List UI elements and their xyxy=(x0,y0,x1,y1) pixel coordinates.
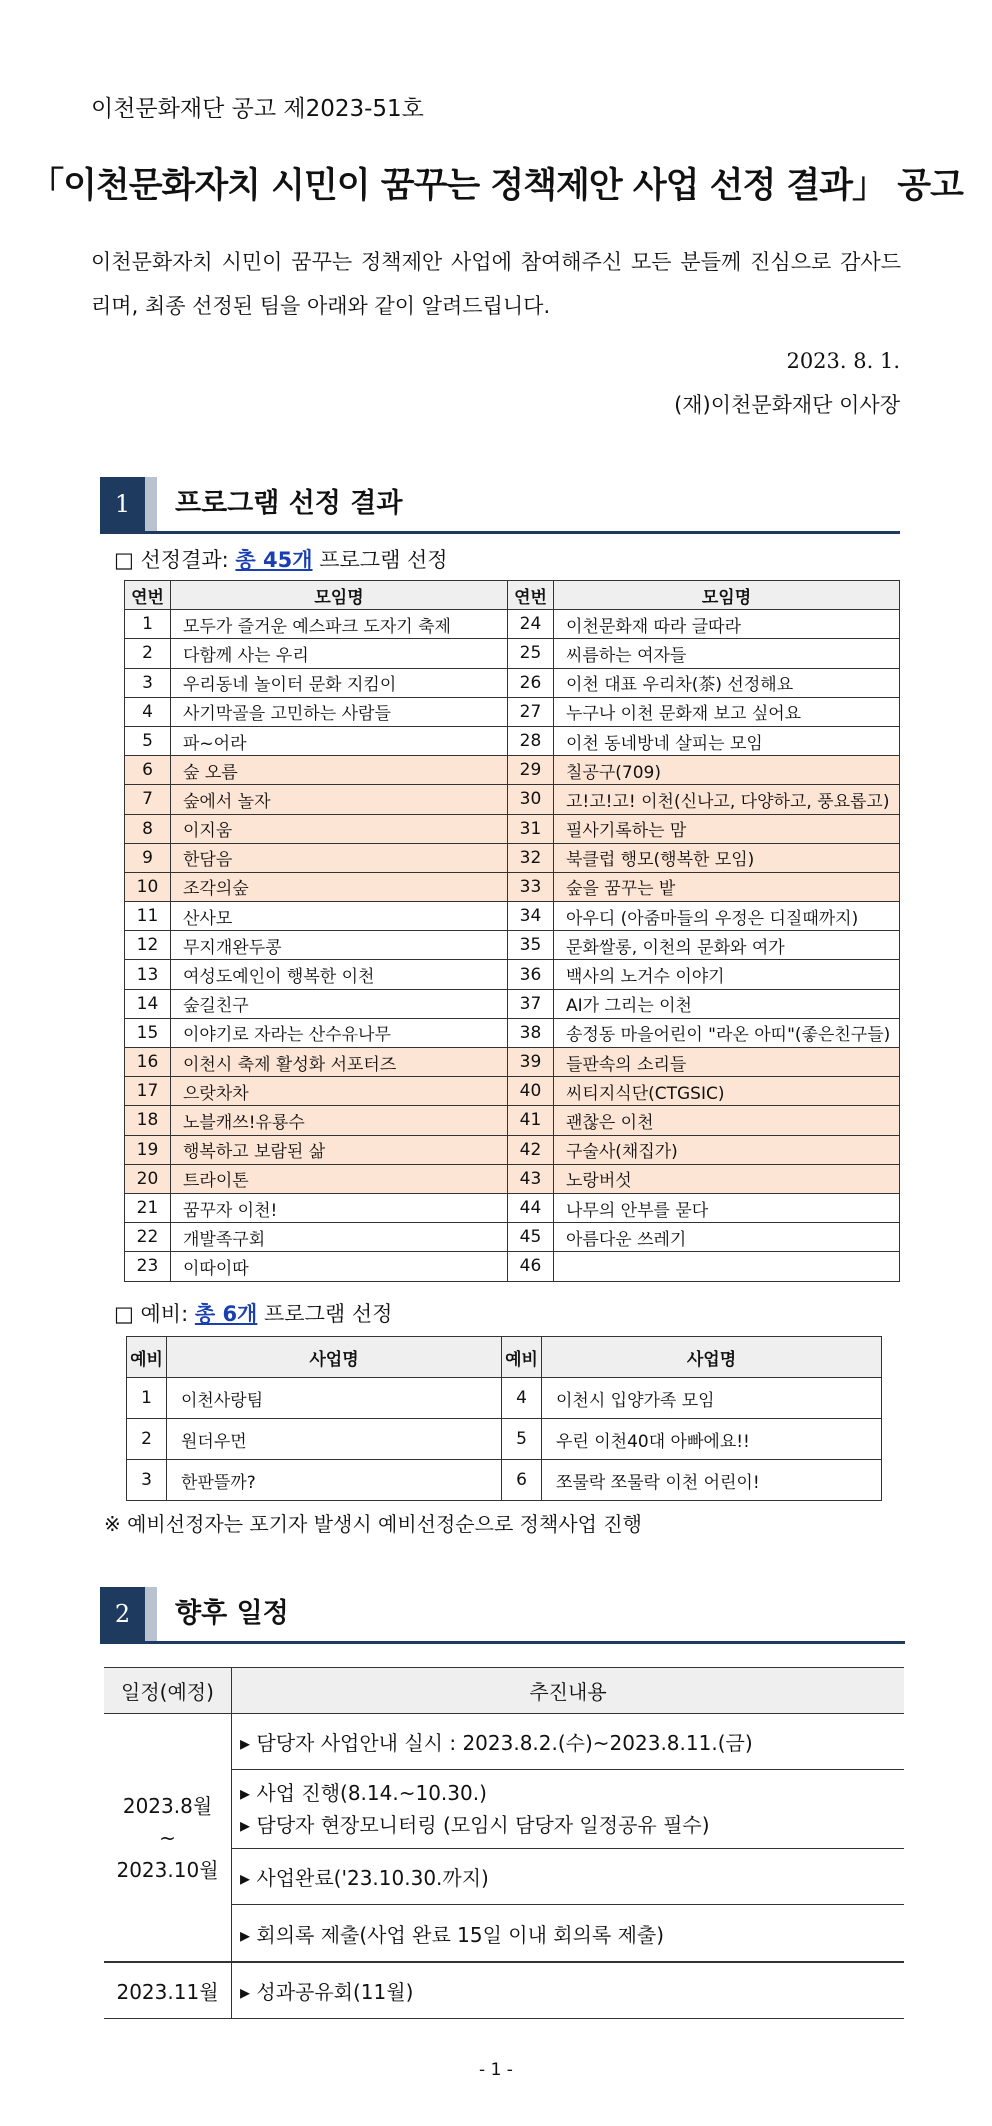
program-no: 21 xyxy=(125,1193,171,1222)
intro-paragraph: 이천문화자치 시민이 꿈꾸는 정책제안 사업에 참여해주신 모든 분들께 진심으로 감사드리며, 최종 선정된 팀을 아래와 같이 알려드립니다. xyxy=(91,250,901,318)
program-no: 4 xyxy=(125,697,171,726)
program-no: 3 xyxy=(125,668,171,697)
program-name: 무지개완두콩 xyxy=(171,931,508,960)
program-name: 사기막골을 고민하는 사람들 xyxy=(171,697,508,726)
program-name: 이천시 축제 활성화 서포터즈 xyxy=(171,1048,508,1077)
program-no: 32 xyxy=(508,843,554,872)
reserve-no: 3 xyxy=(127,1460,167,1501)
program-no: 17 xyxy=(125,1077,171,1106)
program-no: 35 xyxy=(508,931,554,960)
program-name: 이천 대표 우리차(茶) 선정해요 xyxy=(554,668,900,697)
reserve-programs-table xyxy=(126,1336,882,1501)
table-row xyxy=(125,1106,900,1135)
program-no: 13 xyxy=(125,960,171,989)
program-name: 누구나 이천 문화재 보고 싶어요 xyxy=(554,697,900,726)
table-row xyxy=(125,902,900,931)
program-no: 5 xyxy=(125,726,171,755)
program-name: 여성도예인이 행복한 이천 xyxy=(171,960,508,989)
program-no: 44 xyxy=(508,1193,554,1222)
table-row xyxy=(125,668,900,697)
program-name: 이지움 xyxy=(171,814,508,843)
program-no: 37 xyxy=(508,989,554,1018)
program-name: 한담음 xyxy=(171,843,508,872)
program-no: 45 xyxy=(508,1223,554,1252)
program-no: 41 xyxy=(508,1106,554,1135)
period-start: 2023.8월 xyxy=(122,1793,213,1818)
reserve-summary-suffix: 프로그램 선정 xyxy=(257,1302,393,1326)
table-row xyxy=(125,931,900,960)
table-row xyxy=(125,756,900,785)
program-name: 으랏차차 xyxy=(171,1077,508,1106)
program-no: 25 xyxy=(508,639,554,668)
program-name: 조각의숲 xyxy=(171,872,508,901)
table-row xyxy=(125,1252,900,1281)
program-name: 구술사(채집가) xyxy=(554,1135,900,1164)
reserve-name: 우린 이천40대 아빠에요!! xyxy=(542,1419,882,1460)
program-name: 우리동네 놀이터 문화 지킴이 xyxy=(171,668,508,697)
period-end: 2023.10월 xyxy=(116,1857,219,1882)
program-no: 1 xyxy=(125,610,171,639)
program-name: 씨름하는 여자들 xyxy=(554,639,900,668)
program-no: 42 xyxy=(508,1135,554,1164)
schedule-period-main xyxy=(104,1714,232,1963)
program-no: 43 xyxy=(508,1164,554,1193)
program-name: 개발족구회 xyxy=(171,1223,508,1252)
program-name: 나무의 안부를 묻다 xyxy=(554,1193,900,1222)
selection-summary-suffix: 프로그램 선정 xyxy=(312,548,448,572)
program-name: 아름다운 쓰레기 xyxy=(554,1223,900,1252)
selection-summary-prefix: □ 선정결과: xyxy=(114,548,236,572)
program-no: 27 xyxy=(508,697,554,726)
period-tilde: ~ xyxy=(159,1825,176,1850)
table-row xyxy=(125,1048,900,1077)
program-name: AI가 그리는 이천 xyxy=(554,989,900,1018)
section-1-accent-bar xyxy=(145,477,157,531)
program-no: 6 xyxy=(125,756,171,785)
reserve-no: 4 xyxy=(502,1378,542,1419)
col-header-no: 연번 xyxy=(508,581,554,610)
program-name: 이천문화재 따라 글따라 xyxy=(554,610,900,639)
reserve-name: 쪼물락 쪼물락 이천 어린이! xyxy=(542,1460,882,1501)
program-name: 북클럽 행모(행복한 모임) xyxy=(554,843,900,872)
program-no: 7 xyxy=(125,785,171,814)
page-title: 「이천문화자치 시민이 꿈꾸는 정책제안 사업 선정 결과」 공고 xyxy=(29,166,963,206)
program-name: 숲 오름 xyxy=(171,756,508,785)
program-name: 모두가 즐거운 예스파크 도자기 축제 xyxy=(171,610,508,639)
schedule-period-last: 2023.11월 xyxy=(104,1962,232,2019)
schedule-item: ▸ 성과공유회(11월) xyxy=(232,1962,905,2019)
table-row xyxy=(125,610,900,639)
col-header-name: 모임명 xyxy=(554,581,900,610)
program-no: 8 xyxy=(125,814,171,843)
program-name xyxy=(554,1252,900,1281)
section-2-header xyxy=(100,1587,905,1644)
program-name: 문화쌀롱, 이천의 문화와 여가 xyxy=(554,931,900,960)
table-row xyxy=(125,639,900,668)
program-no: 19 xyxy=(125,1135,171,1164)
page-number: - 1 - xyxy=(479,2060,513,2080)
schedule-table xyxy=(104,1667,904,2019)
program-no: 11 xyxy=(125,902,171,931)
reserve-summary xyxy=(114,1298,392,1328)
program-no: 10 xyxy=(125,872,171,901)
table-row xyxy=(125,1193,900,1222)
program-no: 15 xyxy=(125,1018,171,1047)
table-row xyxy=(125,726,900,755)
table-row xyxy=(125,1164,900,1193)
schedule-item: ▸ 담당자 현장모니터링 (모임시 담당자 일정공유 필수) xyxy=(240,1813,710,1837)
notice-number: 이천문화재단 공고 제2023-51호 xyxy=(91,96,424,122)
program-name: 아우디 (아줌마들의 우정은 디질때까지) xyxy=(554,902,900,931)
table-header-row xyxy=(127,1337,882,1378)
schedule-item: ▸ 사업완료('23.10.30.까지) xyxy=(232,1849,905,1905)
section-2-accent-bar xyxy=(145,1587,157,1641)
program-no: 20 xyxy=(125,1164,171,1193)
program-no: 14 xyxy=(125,989,171,1018)
program-no: 24 xyxy=(508,610,554,639)
program-no: 40 xyxy=(508,1077,554,1106)
table-row xyxy=(127,1460,882,1501)
schedule-item: ▸ 담당자 사업안내 실시 : 2023.8.2.(수)~2023.8.11.(금) xyxy=(232,1714,905,1770)
program-no: 29 xyxy=(508,756,554,785)
table-row xyxy=(125,960,900,989)
table-row xyxy=(125,785,900,814)
col-header-reserve: 예비 xyxy=(127,1337,167,1378)
signer: (재)이천문화재단 이사장 xyxy=(674,393,900,417)
table-row xyxy=(125,814,900,843)
program-no: 46 xyxy=(508,1252,554,1281)
program-name: 숲길친구 xyxy=(171,989,508,1018)
col-header-no: 연번 xyxy=(125,581,171,610)
schedule-item-group xyxy=(232,1770,905,1849)
col-header-reserve: 예비 xyxy=(502,1337,542,1378)
reserve-no: 6 xyxy=(502,1460,542,1501)
program-name: 파~어라 xyxy=(171,726,508,755)
program-no: 16 xyxy=(125,1048,171,1077)
program-no: 23 xyxy=(125,1252,171,1281)
program-no: 36 xyxy=(508,960,554,989)
reserve-name: 한판뜰까? xyxy=(167,1460,502,1501)
reserve-no: 1 xyxy=(127,1378,167,1419)
notice-date: 2023. 8. 1. xyxy=(786,349,900,373)
program-no: 12 xyxy=(125,931,171,960)
col-header-name: 모임명 xyxy=(171,581,508,610)
program-name: 행복하고 보람된 삶 xyxy=(171,1135,508,1164)
program-name: 숲에서 놀자 xyxy=(171,785,508,814)
program-no: 18 xyxy=(125,1106,171,1135)
program-name: 백사의 노거수 이야기 xyxy=(554,960,900,989)
selected-programs-table xyxy=(124,580,900,1282)
program-name: 칠공구(709) xyxy=(554,756,900,785)
program-no: 26 xyxy=(508,668,554,697)
program-name: 노블캐쓰!유룡수 xyxy=(171,1106,508,1135)
col-header-project: 사업명 xyxy=(542,1337,882,1378)
program-name: 다함께 사는 우리 xyxy=(171,639,508,668)
reserve-note: ※ 예비선정자는 포기자 발생시 예비선정순으로 정책사업 진행 xyxy=(104,1512,642,1536)
table-row xyxy=(104,1962,904,2019)
program-no: 28 xyxy=(508,726,554,755)
program-name: 노랑버섯 xyxy=(554,1164,900,1193)
table-header-row xyxy=(125,581,900,610)
table-row xyxy=(125,697,900,726)
table-row xyxy=(125,1223,900,1252)
section-2-number: 2 xyxy=(100,1587,145,1641)
program-no: 33 xyxy=(508,872,554,901)
program-no: 22 xyxy=(125,1223,171,1252)
program-name: 이천 동네방네 살피는 모임 xyxy=(554,726,900,755)
table-row xyxy=(127,1378,882,1419)
col-header-project: 사업명 xyxy=(167,1337,502,1378)
reserve-name: 이천시 입양가족 모임 xyxy=(542,1378,882,1419)
table-row xyxy=(125,872,900,901)
section-1-title: 프로그램 선정 결과 xyxy=(175,488,403,519)
program-no: 31 xyxy=(508,814,554,843)
schedule-item: ▸ 회의록 제출(사업 완료 15일 이내 회의록 제출) xyxy=(232,1905,905,1963)
program-no: 38 xyxy=(508,1018,554,1047)
selection-summary xyxy=(114,544,448,574)
program-no: 30 xyxy=(508,785,554,814)
program-no: 39 xyxy=(508,1048,554,1077)
program-name: 괜찮은 이천 xyxy=(554,1106,900,1135)
program-name: 송정동 마을어린이 "라온 아띠"(좋은친구들) xyxy=(554,1018,900,1047)
program-no: 34 xyxy=(508,902,554,931)
col-header-content: 추진내용 xyxy=(232,1668,905,1714)
reserve-no: 2 xyxy=(127,1419,167,1460)
program-name: 이야기로 자라는 산수유나무 xyxy=(171,1018,508,1047)
section-1-number: 1 xyxy=(100,477,145,531)
table-row xyxy=(125,1135,900,1164)
program-name: 들판속의 소리들 xyxy=(554,1048,900,1077)
reserve-name: 원더우먼 xyxy=(167,1419,502,1460)
table-row xyxy=(125,1018,900,1047)
table-row xyxy=(127,1419,882,1460)
table-row xyxy=(125,1077,900,1106)
table-header-row xyxy=(104,1668,904,1714)
col-header-schedule: 일정(예정) xyxy=(104,1668,232,1714)
reserve-summary-prefix: □ 예비: xyxy=(114,1302,195,1326)
section-1-header xyxy=(100,477,900,534)
program-name: 트라이톤 xyxy=(171,1164,508,1193)
program-name: 씨티지식단(CTGSIC) xyxy=(554,1077,900,1106)
program-no: 9 xyxy=(125,843,171,872)
program-no: 2 xyxy=(125,639,171,668)
program-name: 고!고!고! 이천(신나고, 다양하고, 풍요롭고) xyxy=(554,785,900,814)
reserve-count-link[interactable]: 총 6개 xyxy=(194,1302,258,1326)
section-2-title: 향후 일정 xyxy=(175,1598,289,1629)
schedule-item: ▸ 사업 진행(8.14.~10.30.) xyxy=(240,1781,487,1805)
table-row xyxy=(125,843,900,872)
program-name: 이따이따 xyxy=(171,1252,508,1281)
reserve-name: 이천사랑팀 xyxy=(167,1378,502,1419)
reserve-no: 5 xyxy=(502,1419,542,1460)
program-name: 숲을 꿈꾸는 밭 xyxy=(554,872,900,901)
program-name: 산사모 xyxy=(171,902,508,931)
program-name: 필사기록하는 맘 xyxy=(554,814,900,843)
program-name: 꿈꾸자 이천! xyxy=(171,1193,508,1222)
table-row xyxy=(125,989,900,1018)
table-row xyxy=(104,1714,904,1770)
total-count-link[interactable]: 총 45개 xyxy=(235,548,313,572)
